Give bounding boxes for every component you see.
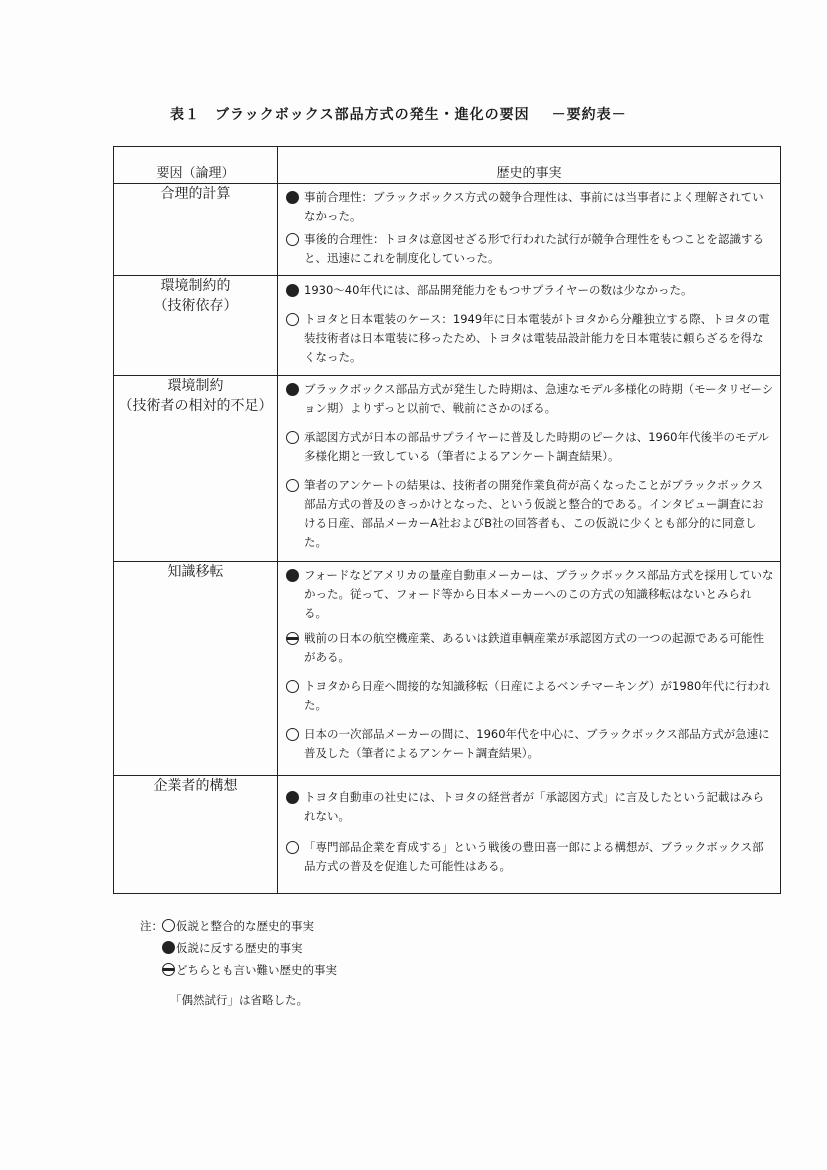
- consistent-mark-icon: [286, 680, 299, 693]
- factor-cell: [114, 276, 278, 376]
- fact-item: 「専門部品企業を育成する」という戦後の豊田喜一郎による構想が、ブラックボックス部品方式の普及を促進した可能性はある。: [278, 838, 780, 876]
- consistent-mark-icon: [286, 728, 299, 741]
- facts-cell: [278, 376, 781, 562]
- fact-item: トヨタ自動車の社史には、トヨタの経営者が「承認図方式」に言及したという記載はみられない。: [278, 788, 780, 826]
- header-facts: 歴史的事実: [278, 147, 781, 184]
- fact-item: フォードなどアメリカの量産自動車メーカーは、ブラックボックス部品方式を採用していなかった。従って、フォード等から日本メーカーへのこの方式の知識移転はないとみられる。: [278, 566, 780, 623]
- factor-label: 環境制約的: [160, 278, 231, 294]
- factor-cell: [114, 562, 278, 776]
- omitted-note: 「偶然試行」は省略した。: [170, 993, 308, 1007]
- table-row: [114, 562, 781, 776]
- consistent-mark-icon: [162, 919, 175, 932]
- legend-item: 仮説に反する歴史的事実: [140, 937, 337, 959]
- facts-cell: [278, 184, 781, 276]
- contradicting-mark-icon: [286, 191, 299, 204]
- facts-cell: [278, 776, 781, 894]
- contradicting-mark-icon: [286, 383, 299, 396]
- contradicting-mark-icon: [286, 284, 299, 297]
- table-row: [114, 276, 781, 376]
- table-row: [114, 376, 781, 562]
- consistent-mark-icon: [286, 431, 299, 444]
- legend-notes: [140, 915, 337, 1011]
- fact-item: 戦前の日本の航空機産業、あるいは鉄道車輌産業が承認図方式の一つの起源である可能性がある。: [278, 629, 780, 667]
- factor-label: 環境制約: [167, 378, 224, 394]
- neutral-mark-icon: [286, 632, 299, 645]
- contradicting-mark-icon: [286, 569, 299, 582]
- consistent-mark-icon: [286, 233, 299, 246]
- legend-item: どちらとも言い難い歴史的事実: [140, 959, 337, 981]
- legend-item: 仮説と整合的な歴史的事実: [140, 915, 337, 937]
- factor-label: （技術依存）: [153, 298, 238, 314]
- factor-label: 合理的計算: [160, 186, 231, 202]
- table-row: [114, 184, 781, 276]
- facts-cell: [278, 276, 781, 376]
- fact-item: 事前合理性：ブラックボックス方式の競争合理性は、事前には当事者によく理解されていなかった。: [278, 188, 780, 226]
- fact-item: トヨタから日産へ間接的な知識移転（日産によるベンチマーキング）が1980年代に行われた。: [278, 677, 780, 715]
- factor-label: （技術者の相対的不足）: [118, 398, 273, 414]
- neutral-mark-icon: [162, 963, 175, 976]
- summary-table: [113, 146, 781, 894]
- consistent-mark-icon: [286, 479, 299, 492]
- consistent-mark-icon: [286, 841, 299, 854]
- notes-lead: 注：: [140, 919, 163, 933]
- fact-item: 筆者のアンケートの結果は、技術者の開発作業負荷が高くなったことがブラックボックス部品方式の普及のきっかけとなった、という仮説と整合的である。インタビュー調査における日産、部品メーカーA社およびB社の回答者も、この仮説に少くとも部分的に同意した。: [278, 476, 780, 552]
- contradicting-mark-icon: [162, 941, 175, 954]
- table-title: [170, 104, 627, 124]
- fact-item: ブラックボックス部品方式が発生した時期は、急速なモデル多様化の時期（モータリゼーション期）よりずっと以前で、戦前にさかのぼる。: [278, 380, 780, 418]
- contradicting-mark-icon: [286, 791, 299, 804]
- title-subtitle: －要約表－: [551, 107, 627, 123]
- fact-item: 日本の一次部品メーカーの間に、1960年代を中心に、ブラックボックス部品方式が急速に普及した（筆者によるアンケート調査結果）。: [278, 725, 780, 763]
- fact-item: 事後的合理性：トヨタは意図せざる形で行われた試行が競争合理性をもつことを認識すると、迅速にこれを制度化していった。: [278, 230, 780, 268]
- title-text: 表１ ブラックボックス部品方式の発生・進化の要因: [170, 107, 530, 123]
- factor-label: 企業者的構想: [153, 778, 238, 794]
- facts-cell: [278, 562, 781, 776]
- factor-cell: [114, 776, 278, 894]
- fact-item: 承認図方式が日本の部品サプライヤーに普及した時期のピークは、1960年代後半のモデル多様化期と一致している（筆者によるアンケート調査結果）。: [278, 428, 780, 466]
- factor-cell: [114, 376, 278, 562]
- factor-label: 知識移転: [167, 564, 224, 580]
- consistent-mark-icon: [286, 313, 299, 326]
- factor-cell: [114, 184, 278, 276]
- header-factor: 要因（論理）: [114, 147, 278, 184]
- fact-item: トヨタと日本電装のケース：1949年に日本電装がトヨタから分離独立する際、トヨタの電装技術者は日本電装に移ったため、トヨタは電装品設計能力を日本電装に頼らざるを得なくなった。: [278, 310, 780, 367]
- fact-item: 1930～40年代には、部品開発能力をもつサプライヤーの数は少なかった。: [278, 281, 780, 300]
- table-row: [114, 776, 781, 894]
